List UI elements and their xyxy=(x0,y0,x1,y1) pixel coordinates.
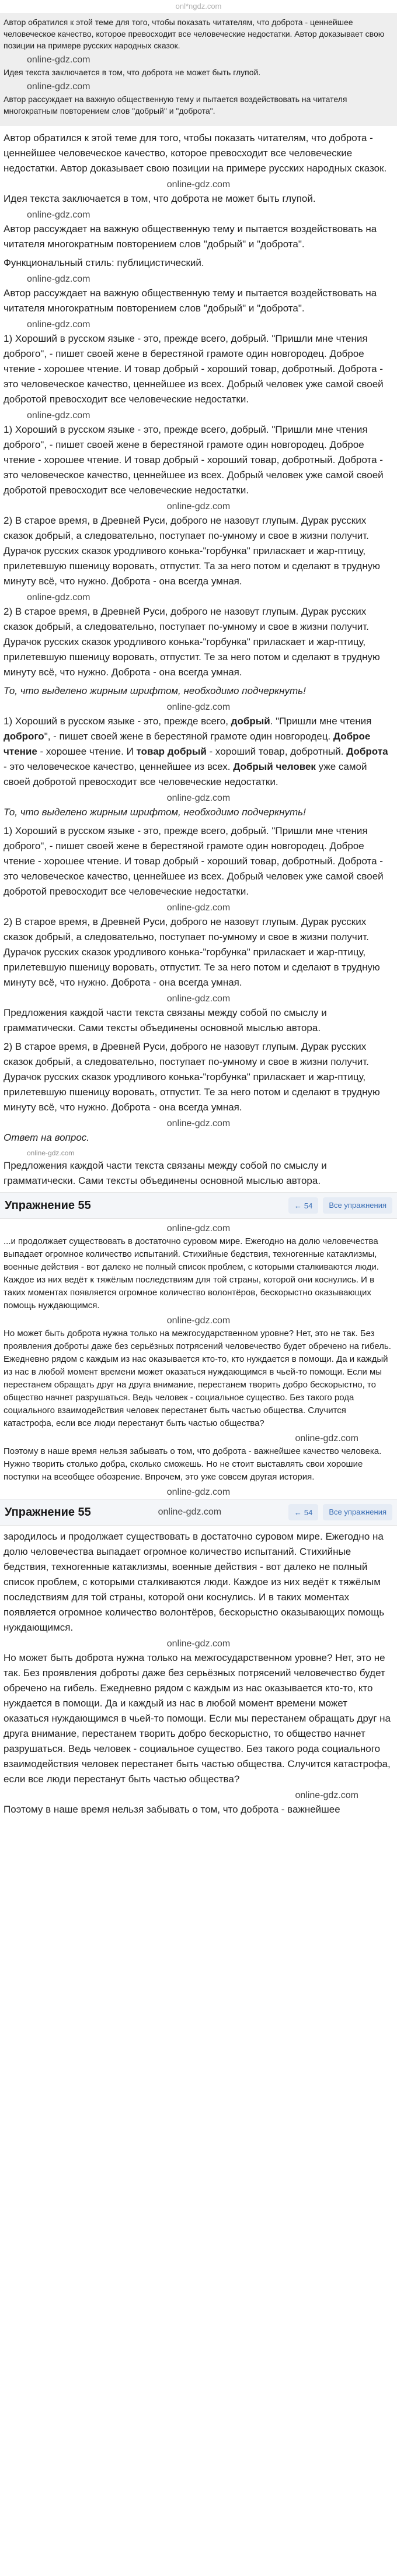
watermark: online-gdz.com xyxy=(27,55,90,65)
watermark: online-gdz.com xyxy=(166,994,231,1004)
exercise-answer xyxy=(0,1219,397,1498)
paragraph: Автор рассуждает на важную общественную тему и пытается воздействовать на читателя многократным повторением слов "добрый" и "доброта". xyxy=(4,94,347,115)
watermark: online-gdz.com xyxy=(166,1316,231,1326)
exercise-header-2 xyxy=(0,1499,397,1526)
paragraph: Функциональный стиль: публицистический. xyxy=(4,257,204,268)
watermark: online-gdz.com xyxy=(166,903,231,913)
paragraph: зародилось и продолжает существовать в достаточно суровом мире. Ежегодно на долю человечества выпадает огромное количество испытаний. Стихийные бедствия, техногенные катаклизмы, военные действия - вот далеко не полный список проблем, с которыми сталкиваются люди. Каждое из них ведёт к тяжёлым последствиям для той страны, которой они коснулись. И в таких моментах появляется огромное количество волонтёров, бескорыстно оказывающих помощь нуждающимся. xyxy=(4,1531,385,1633)
arrow-left-icon: ← xyxy=(294,1508,302,1517)
paragraph-bold-marked: 1) Хороший в русском языке - это, прежде всего, добрый. "Пришли мне чтения доброго", - пишет своей жене в берестяной грамоте один новгородец. Доброе чтение - хорошее чтение. И товар добрый - хороший товар, добротный. Доброта - это человеческое качество, ценнейшее из всех. Добрый человек уже самой своей добротой превосходит все человеческие недостатки. xyxy=(4,716,388,787)
paragraph: 1) Хороший в русском языке - это, прежде всего, добрый. "Пришли мне чтения доброго", - пишет своей жене в берестяной грамоте один новгородец. Доброе чтение - хорошее чтение. И товар добрый - хороший товар, добротный. Доброта - это человеческое качество, ценнейшее из всех. Добрый человек уже самой своей добротой превосходит все человеческие недостатки. xyxy=(4,825,384,897)
watermark: online-gdz.com xyxy=(166,702,231,712)
paragraph: Поэтому в наше время нельзя забывать о том, что доброта - важнейшее xyxy=(4,1804,340,1815)
paragraph: 2) В старое время, в Древней Руси, доброго не назовут глупым. Дурак русских сказок добрый, а следовательно, поступает по-умному и свое в жизни получит. Дурачок русских сказок уродливого конька-"горбунка" приласкает и жар-птицу, прилетевшую пшеницу воровать, отпустит. Те за него потом и сделают в трудную минуту всё, что нужно. Доброта - она всегда умная. xyxy=(4,606,380,678)
top-watermark: onl*ngdz.com xyxy=(175,2,222,10)
watermark: online-gdz.com xyxy=(166,1224,231,1233)
arrow-left-icon: ← xyxy=(294,1201,302,1210)
watermark: online-gdz.com xyxy=(27,411,90,420)
watermark: online-gdz.com xyxy=(166,1487,231,1497)
all-exercises-button[interactable]: Все упражнения xyxy=(323,1504,392,1520)
paragraph: 2) В старое время, в Древней Руси, доброго не назовут глупым. Дурак русских сказок добрый, а следовательно, поступает по-умному и свое в жизни получит. Дурачок русских сказок уродливого конька-"горбунка" приласкает и жар-птицу, прилетевшую пшеницу воровать, отпустит. Те за него потом и сделают в трудную минуту всё, что нужно. Доброта - она всегда умная. xyxy=(4,1041,380,1113)
paragraph: Предложения каждой части текста связаны между собой по смыслу и грамматически. Сами тексты объединены основной мыслью автора. xyxy=(4,1007,327,1033)
paragraph: 2) В старое время, в Древней Руси, доброго не назовут глупым. Дурак русских сказок добрый, а следовательно, поступает по-умному и свое в жизни получит. Дурачок русских сказок уродливого конька-"горбунка" приласкает и жар-птицу, прилетевшую пшеницу воровать, отпустит. Те за него потом и сделают в трудную минуту всё, что нужно. Доброта - она всегда умная. xyxy=(4,916,380,988)
instruction-text: То, что выделено жирным шрифтом, необходимо подчеркнуть! xyxy=(4,807,306,818)
exercise-header xyxy=(0,1192,397,1219)
prev-exercise-button[interactable]: ← 54 xyxy=(288,1504,318,1520)
answer-label: Ответ на вопрос. xyxy=(4,1132,90,1143)
answer-block-3 xyxy=(0,320,397,680)
watermark: online-gdz.com xyxy=(27,593,90,602)
instruction-text: То, что выделено жирным шрифтом, необходимо подчеркнуть! xyxy=(4,685,306,696)
watermark: online-gdz.com xyxy=(295,1790,358,1800)
watermark: online-gdz.com xyxy=(27,82,90,92)
watermark: online-gdz.com xyxy=(27,1149,75,1157)
paragraph: Предложения каждой части текста связаны между собой по смыслу и грамматически. Сами тексты объединены основной мыслью автора. xyxy=(4,1160,327,1186)
paragraph: Автор рассуждает на важную общественную тему и пытается воздействовать на читателя многократным повторением слов "добрый" и "доброта". xyxy=(4,288,377,314)
watermark: online-gdz.com xyxy=(166,793,231,803)
watermark: online-gdz.com xyxy=(27,274,90,284)
paragraph: Автор обратился к этой теме для того, чтобы показать читателям, что доброта - ценнейшее человеческое качество, которое превосходит все человеческие недостатки. Автор доказывает свою позиции на примере русских народных сказок. xyxy=(4,17,385,50)
paragraph: 1) Хороший в русском языке - это, прежде всего, добрый. "Пришли мне чтения доброго", - пишет своей жене в берестяной грамоте один новгородец. Доброе чтение - хорошее чтение. И товар добрый - хороший товар, добротный. Доброта - это человеческое качество, ценнейшее из всех. Добрый человек уже самой своей добротой превосходит все человеческие недостатки. xyxy=(4,333,384,405)
exercise-answer-2 xyxy=(0,1526,397,1817)
paragraph: Идея текста заключается в том, что доброта не может быть глупой. xyxy=(4,68,261,77)
paragraph: Идея текста заключается в том, что доброта не может быть глупой. xyxy=(4,193,316,204)
paragraph: Но может быть доброта нужна только на межгосударственном уровне? Нет, это не так. Без проявления доброты даже без серьёзных потрясений человечество будет обречено на гибель. Ежедневно рядом с каждым из нас оказывается кто-то, кто нуждается в помощи. Да и каждый из нас в любой момент времени может оказаться нуждающимся в чьей-то помощи. Если мы перестанем обращать друг на друга внимание, перестанем творить добро бескорыстно, то общество начнет разрушаться. Ведь человек - социальное существо. Без такого рода социального взаимодействия человек перестанет быть частью общества. Случится катастрофа, если все люди перестанут быть частью общества? xyxy=(4,1329,391,1428)
exercise-title: Упражнение 55 xyxy=(5,1198,91,1212)
watermark: online-gdz.com xyxy=(27,210,90,220)
paragraph: Но может быть доброта нужна только на межгосударственном уровне? Нет, это не так. Без проявления доброты даже без серьёзных потрясений человечество будет обречено на гибель. Ежедневно рядом с каждым из нас оказывается кто-то, кто нуждается в помощи. Да и каждый из нас в любой момент времени может оказаться нуждающимся в чьей-то помощи. Если мы перестанем обращать друг на друга внимание, перестанем творить добро бескорыстно, то общество начнет разрушаться. Ведь человек - социальное существо. Без такого рода социального взаимодействия человек перестанет быть частью общества. Случится катастрофа, если все люди перестанут быть частью общества? xyxy=(4,1652,391,1785)
answer-block-4 xyxy=(0,684,397,1189)
watermark: online-gdz.com xyxy=(166,502,231,511)
watermark: online-gdz.com xyxy=(295,1434,358,1443)
all-exercises-button[interactable]: Все упражнения xyxy=(323,1197,392,1214)
watermark: online-gdz.com xyxy=(166,180,231,190)
paragraph: Автор рассуждает на важную общественную тему и пытается воздействовать на читателя многократным повторением слов "добрый" и "доброта". xyxy=(4,223,377,250)
prev-exercise-button[interactable]: ← 54 xyxy=(288,1197,318,1214)
watermark: online-gdz.com xyxy=(166,1639,231,1649)
exercise-nav xyxy=(288,1504,392,1520)
paragraph: ...и продолжает существовать в достаточно суровом мире. Ежегодно на долю человечества выпадает огромное количество испытаний. Стихийные бедствия, техногенные катаклизмы, военные действия - вот далеко не полный список проблем, с которыми сталкиваются люди. Каждое из них ведёт к тяжёлым последствиям для той страны, которой они коснулись. И в таких моментах появляется огромное количество волонтёров, бескорыстно оказывающих помощь нуждающимся. xyxy=(4,1236,379,1310)
paragraph: 2) В старое время, в Древней Руси, доброго не назовут глупым. Дурак русских сказок добрый, а следовательно, поступает по-умному и свое в жизни получит. Дурачок русских сказок уродливого конька-"горбунка" приласкает и жар-птицу, прилетевшую пшеницу воровать, отпустит. Та за него потом и сделают в трудную минуту всё, что нужно. Доброта - она всегда умная. xyxy=(4,515,380,587)
paragraph: Поэтому в наше время нельзя забывать о том, что доброта - важнейшее качество человека. Нужно творить столько добра, сколько сможешь. Но не стоит выставлять свои хорошие поступки на всеобщее обозрение. Впрочем, это уже совсем другая история. xyxy=(4,1446,382,1482)
paragraph: 1) Хороший в русском языке - это, прежде всего, добрый. "Пришли мне чтения доброго", - пишет своей жене в берестяной грамоте один новгородец. Доброе чтение - хорошее чтение. И товар добрый - хороший товар, добротный. Доброта - это человеческое качество, ценнейшее из всех. Добрый человек уже самой своей добротой превосходит все человеческие недостатки. xyxy=(4,424,384,496)
paragraph: Автор обратился к этой теме для того, чтобы показать читателям, что доброта - ценнейшее человеческое качество, которое превосходит все человеческие недостатки. Автор доказывает свою позиции на примере русских народных сказок. xyxy=(4,132,387,174)
watermark: online-gdz.com xyxy=(166,1119,231,1128)
exercise-title: Упражнение 55 xyxy=(5,1505,91,1519)
answer-block-2 xyxy=(0,126,397,316)
answer-block-1 xyxy=(0,13,397,126)
watermark: online-gdz.com xyxy=(27,320,90,330)
exercise-nav xyxy=(288,1197,392,1214)
watermark: online-gdz.com xyxy=(158,1507,222,1517)
